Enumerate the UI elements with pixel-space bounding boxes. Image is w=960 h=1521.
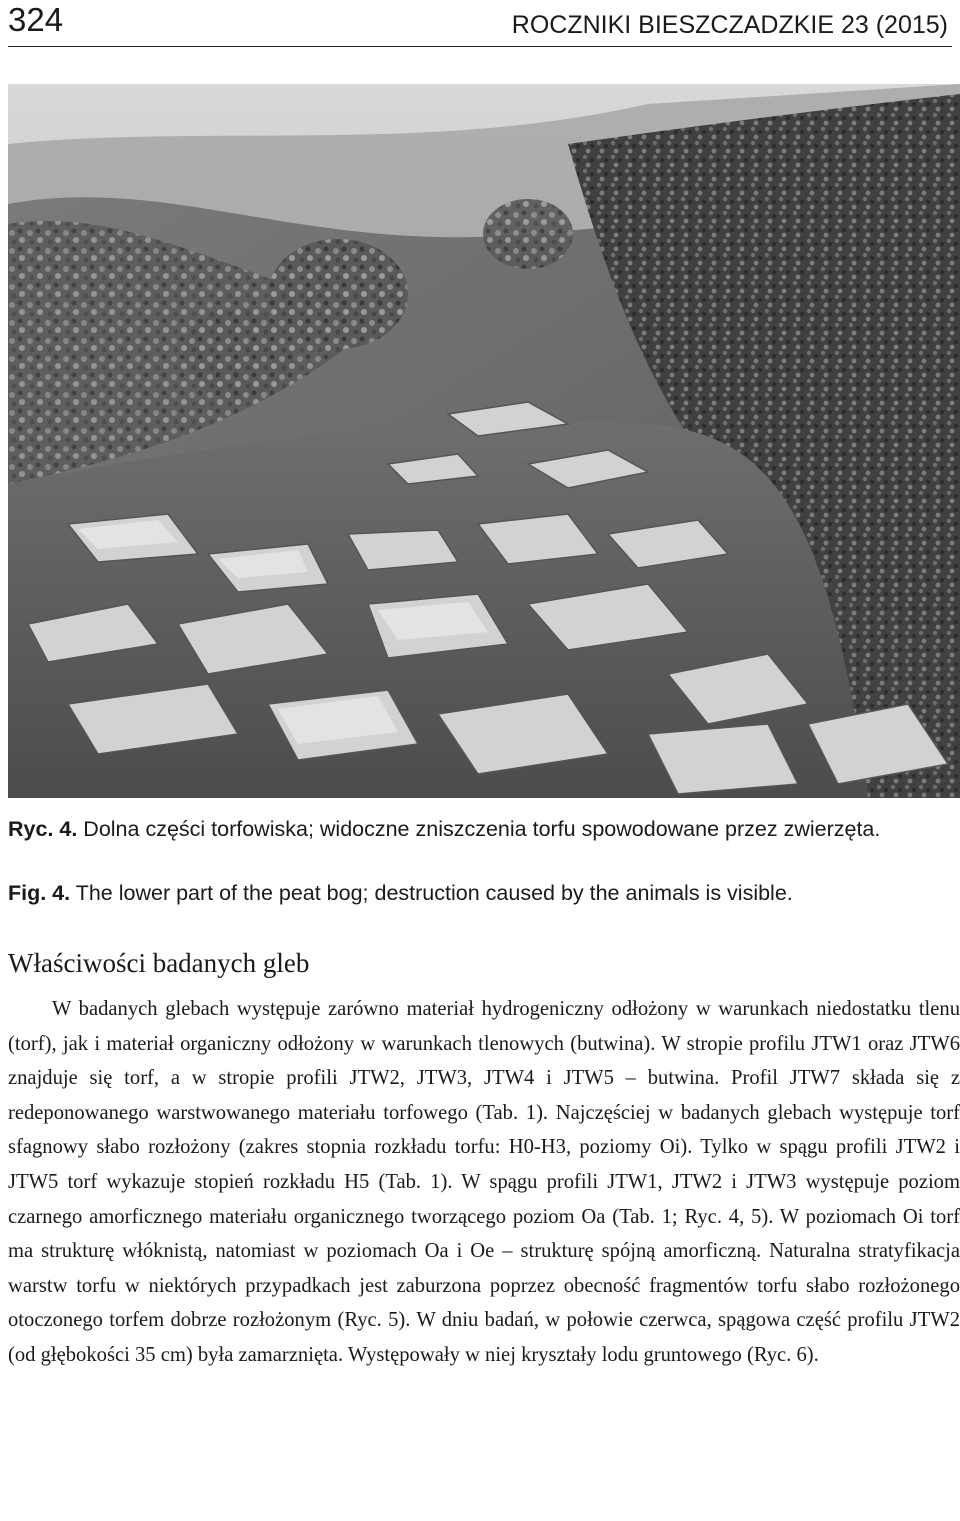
journal-title: ROCZNIKI BIESZCZADZKIE 23 (2015) bbox=[511, 11, 948, 39]
figure-photo-peat-bog bbox=[8, 84, 960, 798]
page-number: 324 bbox=[8, 1, 64, 38]
caption-text-pl: Dolna części torfowiska; widoczne zniszczenia torfu spowodowane przez zwierzęta. bbox=[77, 817, 881, 841]
caption-text-en: The lower part of the peat bog; destruction caused by the animals is visible. bbox=[70, 881, 793, 905]
figure-caption-polish bbox=[8, 814, 952, 845]
figure-caption-english bbox=[8, 878, 952, 909]
section-heading: Właściwości badanych gleb bbox=[8, 948, 310, 978]
caption-label-en: Fig. 4. bbox=[8, 881, 71, 905]
photo-illustration bbox=[8, 84, 960, 798]
caption-label-pl: Ryc. 4. bbox=[8, 817, 78, 841]
body-paragraph: W badanych glebach występuje zarówno materiał hydrogeniczny odłożony w warunkach niedostatku tlenu (torf), jak i materiał organiczny odłożony w warunkach tlenowych (butwina). W stropie profilu JTW1 oraz JTW6 znajduje się torf, a w stropie profili JTW2, JTW3, JTW4 i JTW5 – butwina. Profil JTW7 składa się z redeponowanego warstwowanego materiału torfowego (Tab. 1). Najczęściej w badanych glebach występuje torf sfagnowy słabo rozłożony (zakres stopnia rozkładu torfu: H0-H3, poziomy Oi). Tylko w spągu profili JTW2 i JTW5 torf wykazuje stopień rozkładu H5 (Tab. 1). W spągu profili JTW1, JTW2 i JTW3 występuje poziom czarnego amorficznego materiału organicznego tworzącego poziom Oa (Tab. 1; Ryc. 4, 5). W poziomach Oi torf ma strukturę włóknistą, natomiast w poziomach Oa i Oe – strukturę spójną amorficzną. Naturalna stratyfikacja warstw torfu w niektórych przypadkach jest zaburzona poprzez obecność fragmentów torfu słabo rozłożonego otoczonego torfem dobrze rozłożonym (Ryc. 5). W dniu badań, w połowie czerwca, spągowa część profilu JTW2 (od głębokości 35 cm) była zamarznięta. Występowały w niej kryształy lodu gruntowego (Ryc. 6). bbox=[8, 998, 960, 1366]
running-header bbox=[8, 0, 952, 47]
